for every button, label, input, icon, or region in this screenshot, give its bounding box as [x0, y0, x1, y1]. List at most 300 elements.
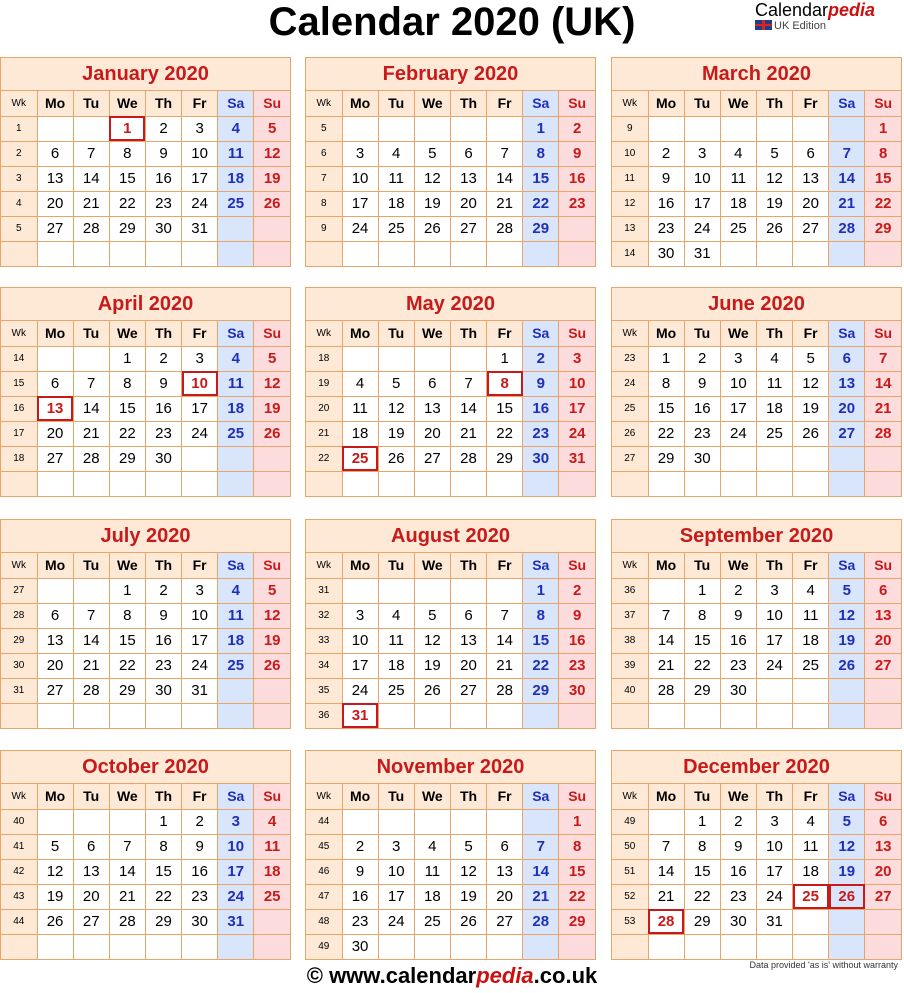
day-cell: 7 [829, 141, 865, 166]
day-cell: 30 [145, 216, 181, 241]
day-cell: 13 [73, 859, 109, 884]
day-cell: 20 [450, 653, 486, 678]
month-8 [611, 519, 902, 729]
day-cell: 5 [829, 578, 865, 603]
day-cell [342, 809, 378, 834]
day-cell: 21 [109, 884, 145, 909]
weekday-header: Fr [793, 91, 829, 116]
day-cell: 28 [829, 216, 865, 241]
day-cell: 21 [73, 191, 109, 216]
week-number: 31 [306, 578, 342, 603]
weekday-header: Sa [523, 553, 559, 578]
weekday-header: Mo [37, 321, 73, 346]
day-cell: 6 [450, 141, 486, 166]
day-cell: 15 [523, 166, 559, 191]
month-10 [305, 750, 596, 960]
day-cell [648, 471, 684, 496]
day-cell: 29 [523, 678, 559, 703]
day-cell: 3 [720, 346, 756, 371]
day-cell: 25 [414, 909, 450, 934]
day-cell: 11 [378, 166, 414, 191]
week-number: 38 [612, 628, 648, 653]
week-row [612, 653, 901, 678]
day-cell: 20 [865, 628, 901, 653]
month-11 [611, 750, 902, 960]
day-cell: 20 [73, 884, 109, 909]
day-cell: 24 [720, 421, 756, 446]
weekday-header: Mo [342, 321, 378, 346]
day-cell: 29 [559, 909, 595, 934]
day-cell: 26 [450, 909, 486, 934]
week-row [612, 346, 901, 371]
week-number: 1 [1, 116, 37, 141]
day-cell: 17 [182, 396, 218, 421]
day-cell: 12 [254, 603, 290, 628]
day-cell [109, 934, 145, 959]
day-cell: 20 [793, 191, 829, 216]
day-cell: 3 [342, 603, 378, 628]
day-cell [756, 446, 792, 471]
week-number: 4 [1, 191, 37, 216]
day-cell [218, 934, 254, 959]
logo-edition: UK Edition [774, 20, 826, 32]
day-cell: 6 [829, 346, 865, 371]
day-cell [450, 934, 486, 959]
weekday-header: Sa [829, 553, 865, 578]
day-cell [487, 703, 523, 728]
day-cell: 15 [684, 628, 720, 653]
day-cell: 14 [73, 166, 109, 191]
day-cell: 4 [218, 346, 254, 371]
day-cell: 30 [182, 909, 218, 934]
day-cell: 6 [865, 809, 901, 834]
day-cell: 5 [254, 578, 290, 603]
day-cell: 2 [559, 116, 595, 141]
month-table [1, 91, 290, 266]
week-number: 9 [306, 216, 342, 241]
weekday-header: We [720, 784, 756, 809]
month-title: July 2020 [1, 520, 290, 553]
week-number: 40 [612, 678, 648, 703]
day-cell [756, 678, 792, 703]
day-cell: 30 [145, 446, 181, 471]
day-cell [254, 241, 290, 266]
day-cell [559, 471, 595, 496]
day-cell: 30 [523, 446, 559, 471]
month-title: November 2020 [306, 751, 595, 784]
day-cell: 21 [648, 653, 684, 678]
week-number: 44 [306, 809, 342, 834]
week-row [612, 446, 901, 471]
day-cell [865, 934, 901, 959]
day-cell: 2 [145, 346, 181, 371]
week-number: 45 [306, 834, 342, 859]
day-cell: 10 [559, 371, 595, 396]
weekday-header: Wk [612, 784, 648, 809]
day-cell: 8 [559, 834, 595, 859]
day-cell: 2 [648, 141, 684, 166]
week-row [306, 166, 595, 191]
week-number: 40 [1, 809, 37, 834]
weekday-header: Mo [342, 91, 378, 116]
week-number [612, 703, 648, 728]
day-cell [218, 446, 254, 471]
day-cell [414, 116, 450, 141]
day-cell: 4 [756, 346, 792, 371]
day-cell: 26 [254, 653, 290, 678]
day-cell [720, 934, 756, 959]
day-cell: 15 [109, 166, 145, 191]
day-cell: 11 [793, 603, 829, 628]
day-cell: 4 [218, 116, 254, 141]
week-number: 30 [1, 653, 37, 678]
day-cell: 10 [378, 859, 414, 884]
weekday-header: Fr [182, 321, 218, 346]
day-cell [829, 703, 865, 728]
day-cell: 19 [793, 396, 829, 421]
day-cell: 5 [378, 371, 414, 396]
weekday-header: Fr [487, 91, 523, 116]
footer-brand: pedia [476, 963, 534, 988]
day-cell: 11 [218, 371, 254, 396]
week-number: 49 [306, 934, 342, 959]
day-cell: 25 [218, 653, 254, 678]
month-table [306, 321, 595, 496]
day-cell: 21 [487, 653, 523, 678]
day-cell: 12 [829, 603, 865, 628]
weekday-header: Th [450, 321, 486, 346]
day-cell: 6 [450, 603, 486, 628]
day-cell [109, 241, 145, 266]
week-row [612, 421, 901, 446]
weekday-header: Th [450, 91, 486, 116]
day-cell: 2 [684, 346, 720, 371]
day-cell: 11 [218, 603, 254, 628]
day-cell: 18 [793, 859, 829, 884]
day-cell [109, 471, 145, 496]
day-cell: 15 [684, 859, 720, 884]
day-cell [720, 446, 756, 471]
day-cell [793, 471, 829, 496]
week-number [612, 934, 648, 959]
month-title: April 2020 [1, 288, 290, 321]
week-number: 5 [306, 116, 342, 141]
week-number: 20 [306, 396, 342, 421]
day-cell: 27 [865, 653, 901, 678]
week-row [1, 166, 290, 191]
day-cell [756, 471, 792, 496]
day-cell [793, 116, 829, 141]
day-cell [523, 934, 559, 959]
day-cell: 14 [487, 166, 523, 191]
week-row [612, 628, 901, 653]
day-cell: 1 [648, 346, 684, 371]
month-4 [305, 287, 596, 497]
day-cell: 13 [487, 859, 523, 884]
day-cell: 16 [342, 884, 378, 909]
day-cell [254, 909, 290, 934]
weekday-header: Su [559, 784, 595, 809]
day-cell: 25 [218, 191, 254, 216]
day-cell: 16 [559, 166, 595, 191]
day-cell: 11 [720, 166, 756, 191]
day-cell [37, 703, 73, 728]
day-cell: 12 [829, 834, 865, 859]
day-cell [218, 241, 254, 266]
day-cell: 19 [450, 884, 486, 909]
page-title: Calendar 2020 (UK) [268, 0, 636, 44]
day-cell: 2 [145, 116, 181, 141]
day-cell [684, 703, 720, 728]
weekday-header: Mo [648, 91, 684, 116]
day-cell: 8 [684, 834, 720, 859]
day-cell [254, 678, 290, 703]
weekday-header: We [414, 784, 450, 809]
day-cell [648, 809, 684, 834]
day-cell: 30 [720, 678, 756, 703]
day-cell [73, 241, 109, 266]
day-cell: 1 [684, 809, 720, 834]
month-0 [0, 57, 291, 267]
day-cell: 18 [254, 859, 290, 884]
day-cell: 22 [684, 884, 720, 909]
day-cell: 7 [487, 141, 523, 166]
day-cell: 5 [254, 346, 290, 371]
week-number: 52 [612, 884, 648, 909]
day-cell: 16 [145, 628, 181, 653]
day-cell [378, 241, 414, 266]
weekday-header: Th [450, 553, 486, 578]
day-cell: 22 [109, 191, 145, 216]
day-cell: 25 [378, 216, 414, 241]
day-cell: 16 [684, 396, 720, 421]
week-row [612, 396, 901, 421]
day-cell: 20 [37, 421, 73, 446]
weekday-header: Su [559, 553, 595, 578]
weekday-header: Wk [612, 91, 648, 116]
weekday-header: Sa [218, 321, 254, 346]
calendarpedia-logo[interactable] [755, 0, 904, 33]
week-number: 42 [1, 859, 37, 884]
week-row [306, 809, 595, 834]
day-cell: 23 [648, 216, 684, 241]
day-cell: 23 [145, 421, 181, 446]
weekday-header: We [109, 553, 145, 578]
week-row [1, 241, 290, 266]
weekday-header: Wk [612, 553, 648, 578]
day-cell [414, 809, 450, 834]
weekday-header: Tu [378, 553, 414, 578]
week-row [306, 653, 595, 678]
day-cell: 27 [37, 216, 73, 241]
day-cell: 13 [829, 371, 865, 396]
day-cell: 31 [684, 241, 720, 266]
week-row [1, 628, 290, 653]
day-cell: 26 [37, 909, 73, 934]
day-cell: 3 [218, 809, 254, 834]
day-cell [829, 934, 865, 959]
weekday-header: Mo [37, 784, 73, 809]
week-row [306, 421, 595, 446]
day-cell: 3 [559, 346, 595, 371]
week-number: 24 [612, 371, 648, 396]
day-cell: 8 [109, 371, 145, 396]
day-cell: 24 [342, 216, 378, 241]
month-title: February 2020 [306, 58, 595, 91]
day-cell: 20 [37, 191, 73, 216]
week-row [1, 471, 290, 496]
day-cell: 5 [414, 603, 450, 628]
day-cell: 22 [145, 884, 181, 909]
footer-suffix: .co.uk [533, 963, 598, 988]
day-cell: 6 [487, 834, 523, 859]
day-cell: 19 [254, 396, 290, 421]
day-cell [793, 909, 829, 934]
day-cell [182, 703, 218, 728]
day-cell [865, 446, 901, 471]
weekday-header: Tu [73, 91, 109, 116]
day-cell: 20 [865, 859, 901, 884]
week-row [306, 628, 595, 653]
day-cell [378, 116, 414, 141]
week-number: 29 [1, 628, 37, 653]
day-cell: 12 [254, 371, 290, 396]
week-row [306, 396, 595, 421]
day-cell: 11 [378, 628, 414, 653]
week-number: 27 [612, 446, 648, 471]
day-cell: 31 [559, 446, 595, 471]
weekday-header: Wk [1, 91, 37, 116]
day-cell [756, 241, 792, 266]
week-number: 17 [1, 421, 37, 446]
week-number: 18 [306, 346, 342, 371]
day-cell: 27 [37, 446, 73, 471]
week-number: 36 [306, 703, 342, 728]
week-row [1, 578, 290, 603]
day-cell: 20 [37, 653, 73, 678]
day-cell: 10 [342, 166, 378, 191]
day-cell: 13 [865, 603, 901, 628]
day-cell: 17 [756, 859, 792, 884]
day-cell: 2 [720, 578, 756, 603]
weekday-header: Su [254, 91, 290, 116]
day-cell: 1 [865, 116, 901, 141]
day-cell: 7 [648, 834, 684, 859]
day-cell [37, 934, 73, 959]
week-row [306, 934, 595, 959]
day-cell [829, 241, 865, 266]
day-cell: 9 [145, 141, 181, 166]
day-cell: 9 [684, 371, 720, 396]
day-cell: 29 [109, 446, 145, 471]
day-cell: 7 [865, 346, 901, 371]
weekday-header: Th [145, 784, 181, 809]
day-cell: 16 [145, 166, 181, 191]
day-cell: 22 [487, 421, 523, 446]
day-cell: 13 [37, 396, 73, 421]
day-cell: 26 [254, 421, 290, 446]
footer-prefix: © www.calendar [306, 963, 477, 988]
week-number: 8 [306, 191, 342, 216]
day-cell [145, 471, 181, 496]
day-cell: 4 [793, 809, 829, 834]
day-cell: 25 [756, 421, 792, 446]
day-cell: 8 [523, 603, 559, 628]
day-cell: 14 [487, 628, 523, 653]
week-number: 48 [306, 909, 342, 934]
day-cell: 31 [182, 678, 218, 703]
day-cell: 8 [648, 371, 684, 396]
week-row [306, 834, 595, 859]
month-title: October 2020 [1, 751, 290, 784]
weekday-header: Mo [342, 784, 378, 809]
week-row [612, 809, 901, 834]
week-number: 44 [1, 909, 37, 934]
day-cell: 11 [756, 371, 792, 396]
day-cell: 8 [109, 603, 145, 628]
week-row [306, 859, 595, 884]
day-cell: 9 [559, 603, 595, 628]
weekday-header: Sa [218, 784, 254, 809]
day-cell: 9 [182, 834, 218, 859]
day-cell: 18 [756, 396, 792, 421]
day-cell: 18 [378, 653, 414, 678]
weekday-header: Fr [182, 784, 218, 809]
weekday-header: Mo [37, 91, 73, 116]
day-cell: 21 [73, 421, 109, 446]
day-cell: 14 [648, 628, 684, 653]
week-row [612, 603, 901, 628]
day-cell: 2 [559, 578, 595, 603]
day-cell: 27 [450, 216, 486, 241]
day-cell: 27 [487, 909, 523, 934]
day-cell: 2 [182, 809, 218, 834]
day-cell: 4 [793, 578, 829, 603]
day-cell: 24 [684, 216, 720, 241]
day-cell [182, 934, 218, 959]
day-cell: 26 [829, 653, 865, 678]
weekday-header: Wk [1, 784, 37, 809]
day-cell [37, 241, 73, 266]
day-cell: 11 [414, 859, 450, 884]
day-cell: 24 [342, 678, 378, 703]
week-number: 19 [306, 371, 342, 396]
weekday-header: Su [865, 321, 901, 346]
day-cell: 8 [523, 141, 559, 166]
week-row [306, 578, 595, 603]
uk-flag-icon [755, 20, 772, 30]
weekday-header: Sa [829, 321, 865, 346]
weekday-header: We [414, 553, 450, 578]
day-cell: 15 [559, 859, 595, 884]
day-cell [487, 934, 523, 959]
day-cell: 13 [37, 628, 73, 653]
day-cell [414, 346, 450, 371]
day-cell: 26 [793, 421, 829, 446]
weekday-header: Sa [218, 553, 254, 578]
day-cell [450, 809, 486, 834]
day-cell [73, 934, 109, 959]
day-cell: 6 [865, 578, 901, 603]
day-cell: 1 [109, 116, 145, 141]
week-number: 51 [612, 859, 648, 884]
week-number: 9 [612, 116, 648, 141]
day-cell: 22 [648, 421, 684, 446]
day-cell: 1 [145, 809, 181, 834]
day-cell [145, 934, 181, 959]
weekday-header: We [720, 321, 756, 346]
day-cell: 23 [342, 909, 378, 934]
